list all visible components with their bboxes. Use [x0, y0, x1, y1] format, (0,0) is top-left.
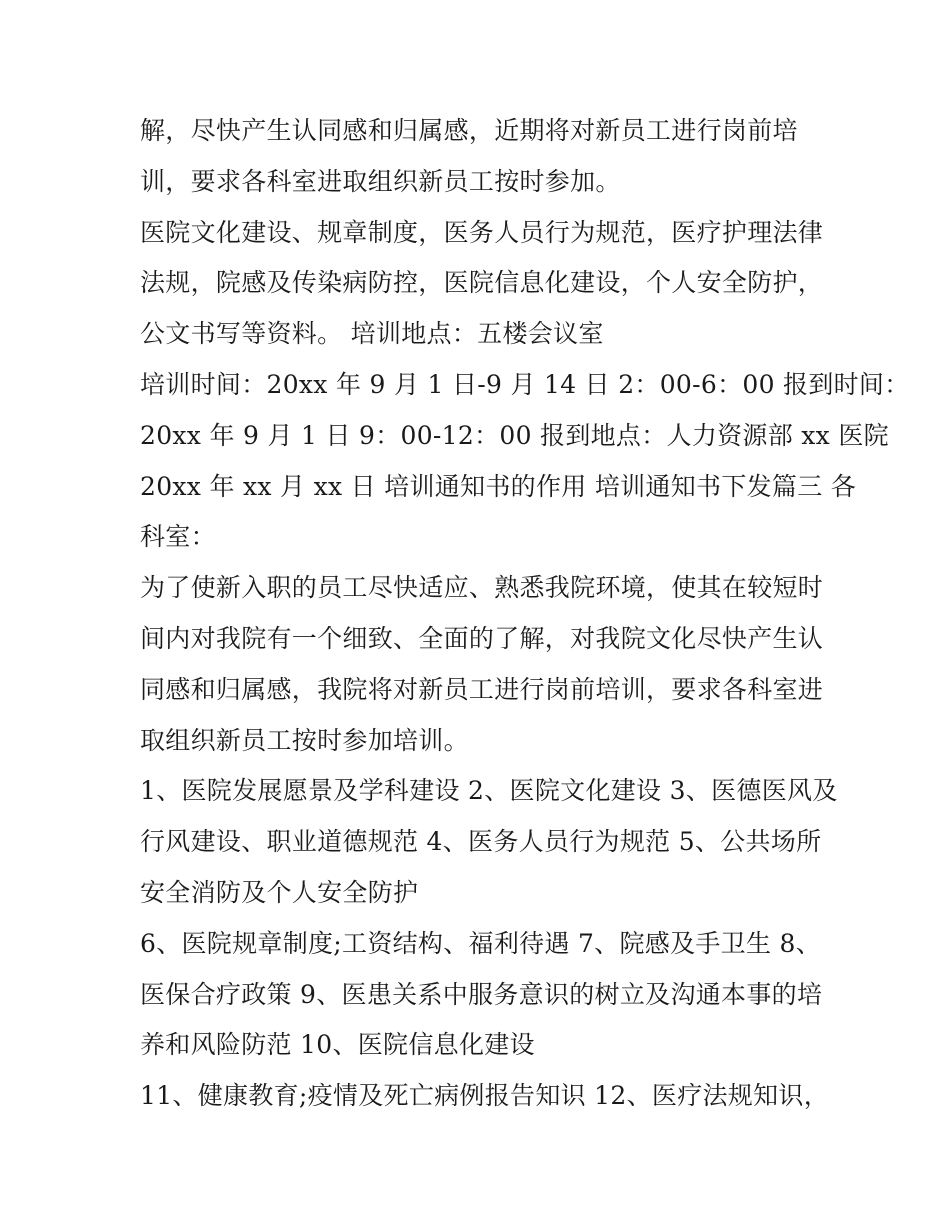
text-line: 解，尽快产生认同感和归属感，近期将对新员工进行岗前培 [140, 116, 798, 145]
text-line: 安全消防及个人安全防护 [140, 877, 419, 907]
text-line: 11、健康教育;疫情及死亡病例报告知识 12、医疗法规知识， [140, 1081, 829, 1111]
text-line: 法规，院感及传染病防控，医院信息化建设，个人安全防护， [140, 268, 824, 298]
text-line: 取组织新员工按时参加培训。 [140, 725, 469, 755]
text-line: 20xx 年 xx 月 xx 日 培训通知书的作用 培训通知书下发篇三 各 [140, 471, 857, 501]
text-line: 医保合疗政策 9、医患关系中服务意识的树立及沟通本事的培 [140, 979, 823, 1009]
text-line: 科室： [140, 522, 216, 552]
text-line: 行风建设、职业道德规范 4、医务人员行为规范 5、公共场所 [140, 827, 822, 857]
text-line: 公文书写等资料。 培训地点：五楼会议室 [140, 319, 604, 349]
text-line: 同感和归属感，我院将对新员工进行岗前培训，要求各科室进 [140, 674, 824, 704]
text-line: 20xx 年 9 月 1 日 9：00-12：00 报到地点：人力资源部 xx 医院 [140, 420, 889, 450]
text-line: 养和风险防范 10、医院信息化建设 [140, 1030, 535, 1060]
text-line: 培训时间：20xx 年 9 月 1 日-9 月 14 日 2：00-6：00 报到时间： [140, 369, 910, 399]
text-line: 为了使新入职的员工尽快适应、熟悉我院环境，使其在较短时 [140, 573, 824, 603]
text-line: 间内对我院有一个细致、全面的了解，对我院文化尽快产生认 [140, 623, 824, 653]
text-line: 训，要求各科室进取组织新员工按时参加。 [140, 166, 621, 196]
text-line: 1、医院发展愿景及学科建设 2、医院文化建设 3、医德医风及 [140, 776, 838, 806]
document-body [140, 106, 910, 1122]
text-line: 医院文化建设、规章制度，医务人员行为规范，医疗护理法律 [140, 217, 824, 247]
text-line: 6、医院规章制度;工资结构、福利待遇 7、院感及手卫生 8、 [140, 928, 822, 958]
